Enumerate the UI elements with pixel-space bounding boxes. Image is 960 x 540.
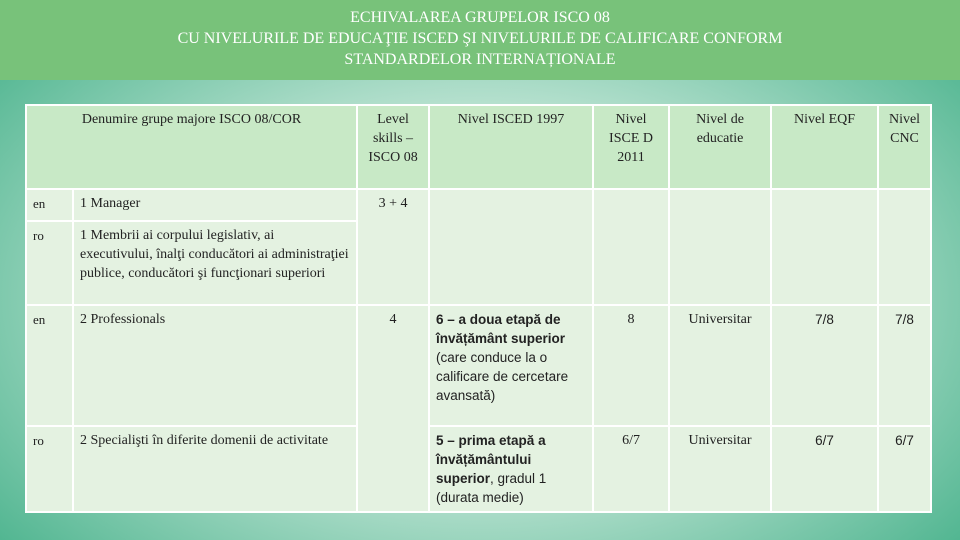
table-row (26, 426, 931, 512)
educatie-cell (669, 189, 771, 305)
eqf-cell: 7/8 (771, 305, 878, 426)
isced-1997-cell (429, 426, 593, 512)
title-line-1: ECHIVALAREA GRUPELOR ISCO 08 (350, 9, 610, 26)
group-cell: 1 Membrii ai corpului legislativ, ai executivului, înalţi conducători ai administraţiei publice, conducători şi funcţionari superiori (73, 221, 357, 305)
isced-2011-cell: 6/7 (593, 426, 669, 512)
table-row (26, 305, 931, 426)
isced-1997-detail: , gradul 1 (durata medie) (436, 471, 547, 505)
skills-cell: 4 (357, 305, 429, 512)
table-row (26, 189, 931, 221)
title-line-2: CU NIVELURILE DE EDUCAŢIE ISCED ŞI NIVELURILE DE CALIFICARE CONFORM (177, 30, 783, 47)
group-cell: 2 Specialişti în diferite domenii de activitate (73, 426, 357, 512)
isced-1997-detail: (care conduce la o calificare de cercetare avansată) (436, 350, 569, 403)
group-cell: 2 Professionals (73, 305, 357, 426)
isced-1997-lead: 6 – a doua etapă de învățământ superior (436, 312, 566, 346)
lang-cell: ro (26, 221, 73, 305)
title-line-3: STANDARDELOR INTERNAȚIONALE (344, 51, 616, 68)
educatie-cell: Universitar (669, 426, 771, 512)
lang-cell: en (26, 305, 73, 426)
cnc-cell (878, 189, 931, 305)
header-isced-1997: Nivel ISCED 1997 (429, 105, 593, 189)
header-nivel-eqf: Nivel EQF (771, 105, 878, 189)
isced-2011-cell: 8 (593, 305, 669, 426)
slide-title (0, 0, 960, 80)
cnc-cell: 6/7 (878, 426, 931, 512)
lang-cell: ro (26, 426, 73, 512)
group-cell: 1 Manager (73, 189, 357, 221)
isco-equivalence-table (25, 104, 932, 513)
isced-1997-lead: 5 – prima etapă a învățământului superior (436, 433, 546, 486)
header-level-skills: Level skills – ISCO 08 (357, 105, 429, 189)
header-row (26, 105, 931, 189)
isced-1997-cell (429, 189, 593, 305)
cnc-cell: 7/8 (878, 305, 931, 426)
eqf-cell: 6/7 (771, 426, 878, 512)
eqf-cell (771, 189, 878, 305)
isced-1997-cell (429, 305, 593, 426)
educatie-cell: Universitar (669, 305, 771, 426)
header-nivel-educatie: Nivel de educatie (669, 105, 771, 189)
lang-cell: en (26, 189, 73, 221)
header-isced-2011: Nivel ISCE D 2011 (593, 105, 669, 189)
header-group: Denumire grupe majore ISCO 08/COR (26, 105, 357, 189)
isced-2011-cell (593, 189, 669, 305)
header-nivel-cnc: Nivel CNC (878, 105, 931, 189)
skills-cell: 3 + 4 (357, 189, 429, 305)
